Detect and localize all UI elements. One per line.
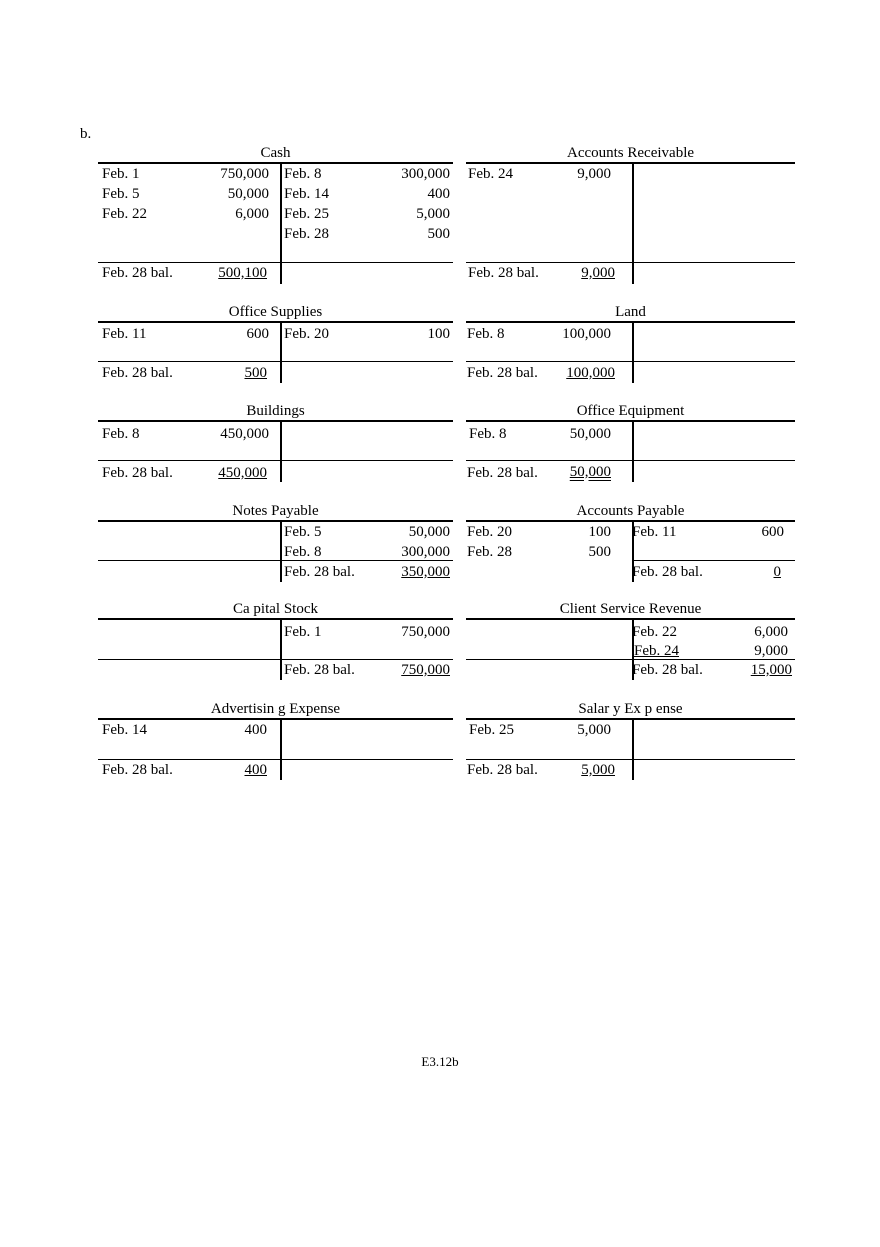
balance-amount: 400 <box>244 762 267 778</box>
t-account-land <box>466 304 795 383</box>
balance-rule <box>98 560 453 561</box>
credit-amount: 5,000 <box>416 206 450 222</box>
credit-amount: 300,000 <box>401 166 450 182</box>
balance-rule <box>466 361 795 362</box>
debit-amount: 400 <box>244 722 267 738</box>
balance-amount: 750,000 <box>401 662 450 678</box>
account-title: Land <box>615 304 646 320</box>
t-account-salary-expense <box>466 701 795 780</box>
balance-label: Feb. 28 bal. <box>102 365 173 381</box>
balance-rule <box>634 560 795 561</box>
t-account-office-equipment <box>466 403 795 482</box>
debit-amount: 100,000 <box>562 326 611 342</box>
debit-date: Feb. 14 <box>102 722 147 738</box>
balance-amount: 500,100 <box>218 265 267 281</box>
top-rule <box>466 321 795 323</box>
top-rule <box>98 718 453 720</box>
balance-label: Feb. 28 bal. <box>102 762 173 778</box>
credit-amount: 400 <box>427 186 450 202</box>
account-title: Ca pital Stock <box>233 601 318 617</box>
balance-label: Feb. 28 bal. <box>632 564 703 580</box>
balance-amount: 450,000 <box>218 465 267 481</box>
credit-date: Feb. 11 <box>632 524 677 540</box>
balance-label: Feb. 28 bal. <box>467 762 538 778</box>
balance-label: Feb. 28 bal. <box>284 662 355 678</box>
credit-date: Feb. 8 <box>284 166 322 182</box>
credit-amount: 9,000 <box>754 643 788 659</box>
balance-amount: 15,000 <box>750 662 792 678</box>
credit-amount: 750,000 <box>401 624 450 640</box>
credit-date: Feb. 25 <box>284 206 329 222</box>
center-rule <box>280 162 282 284</box>
debit-amount: 50,000 <box>227 186 269 202</box>
balance-label: Feb. 28 bal. <box>467 465 538 481</box>
debit-amount: 750,000 <box>220 166 269 182</box>
center-rule <box>280 520 282 582</box>
top-rule <box>98 321 453 323</box>
balance-label: Feb. 28 bal. <box>102 465 173 481</box>
credit-amount: 300,000 <box>401 544 450 560</box>
balance-rule <box>98 361 453 362</box>
balance-rule <box>466 262 795 263</box>
top-rule <box>98 162 453 164</box>
balance-amount: 0 <box>773 564 781 580</box>
debit-date: Feb. 20 <box>467 524 512 540</box>
balance-amount: 5,000 <box>581 762 615 778</box>
credit-date: Feb. 14 <box>284 186 329 202</box>
top-rule <box>466 718 795 720</box>
balance-rule <box>466 759 795 760</box>
credit-date: Feb. 20 <box>284 326 329 342</box>
credit-amount: 100 <box>427 326 450 342</box>
balance-label: Feb. 28 bal. <box>284 564 355 580</box>
part-label: b. <box>80 126 92 142</box>
account-title: Client Service Revenue <box>559 601 702 617</box>
debit-date: Feb. 24 <box>468 166 513 182</box>
center-rule <box>632 162 634 284</box>
top-rule <box>466 162 795 164</box>
balance-label: Feb. 28 bal. <box>468 265 539 281</box>
t-account-capital-stock <box>98 601 453 680</box>
balance-label: Feb. 28 bal. <box>102 265 173 281</box>
debit-amount: 100 <box>588 524 611 540</box>
credit-date: Feb. 1 <box>284 624 322 640</box>
debit-date: Feb. 8 <box>102 426 140 442</box>
center-rule <box>632 718 634 780</box>
balance-amount: 500 <box>244 365 267 381</box>
debit-date: Feb. 5 <box>102 186 140 202</box>
t-account-accounts-payable <box>466 503 795 582</box>
credit-amount: 600 <box>761 524 784 540</box>
debit-amount: 50,000 <box>569 426 611 442</box>
center-rule <box>632 321 634 383</box>
debit-amount: 5,000 <box>577 722 611 738</box>
account-title: Advertisin g Expense <box>210 701 341 717</box>
balance-label: Feb. 28 bal. <box>467 365 538 381</box>
credit-amount: 500 <box>427 226 450 242</box>
t-account-accounts-receivable <box>466 145 795 284</box>
credit-date: Feb. 5 <box>284 524 322 540</box>
balance-rule <box>98 460 453 461</box>
t-account-client-service-revenue <box>466 601 795 680</box>
debit-date: Feb. 22 <box>102 206 147 222</box>
account-title: Office Supplies <box>228 304 323 320</box>
debit-amount: 500 <box>588 544 611 560</box>
debit-date: Feb. 8 <box>467 326 505 342</box>
balance-amount: 50,000 <box>569 464 611 480</box>
debit-date: Feb. 8 <box>469 426 507 442</box>
account-title: Buildings <box>246 403 305 419</box>
balance-amount: 100,000 <box>566 365 615 381</box>
t-account-advertising-expense <box>98 701 453 780</box>
t-account-notes-payable <box>98 503 453 582</box>
credit-date: Feb. 24 <box>634 643 679 659</box>
top-rule <box>466 618 795 620</box>
center-rule <box>280 718 282 780</box>
t-account-buildings <box>98 403 453 482</box>
top-rule <box>98 618 453 620</box>
credit-amount: 50,000 <box>408 524 450 540</box>
debit-amount: 450,000 <box>220 426 269 442</box>
balance-rule <box>98 262 453 263</box>
credit-date: Feb. 28 <box>284 226 329 242</box>
balance-label: Feb. 28 bal. <box>632 662 703 678</box>
center-rule <box>632 420 634 482</box>
center-rule <box>280 321 282 383</box>
account-title: Accounts Payable <box>576 503 685 519</box>
credit-date: Feb. 8 <box>284 544 322 560</box>
center-rule <box>280 420 282 482</box>
debit-date: Feb. 28 <box>467 544 512 560</box>
t-account-cash <box>98 145 453 284</box>
account-title: Accounts Receivable <box>566 145 695 161</box>
balance-rule <box>98 759 453 760</box>
debit-date: Feb. 1 <box>102 166 140 182</box>
credit-date: Feb. 22 <box>632 624 677 640</box>
account-title: Cash <box>260 145 291 161</box>
balance-rule <box>98 659 453 660</box>
account-title: Notes Payable <box>232 503 319 519</box>
account-title: Salar y Ex p ense <box>578 701 683 717</box>
top-rule <box>466 420 795 422</box>
debit-date: Feb. 11 <box>102 326 147 342</box>
top-rule <box>98 420 453 422</box>
debit-amount: 9,000 <box>577 166 611 182</box>
t-account-office-supplies <box>98 304 453 383</box>
credit-amount: 6,000 <box>754 624 788 640</box>
debit-amount: 6,000 <box>235 206 269 222</box>
top-rule <box>466 520 795 522</box>
balance-rule <box>466 460 795 461</box>
account-title: Office Equipment <box>576 403 685 419</box>
top-rule <box>98 520 453 522</box>
balance-amount: 9,000 <box>581 265 615 281</box>
debit-date: Feb. 25 <box>469 722 514 738</box>
debit-amount: 600 <box>246 326 269 342</box>
center-rule <box>280 618 282 680</box>
page-footer-label: E3.12b <box>421 1054 459 1069</box>
balance-amount: 350,000 <box>401 564 450 580</box>
